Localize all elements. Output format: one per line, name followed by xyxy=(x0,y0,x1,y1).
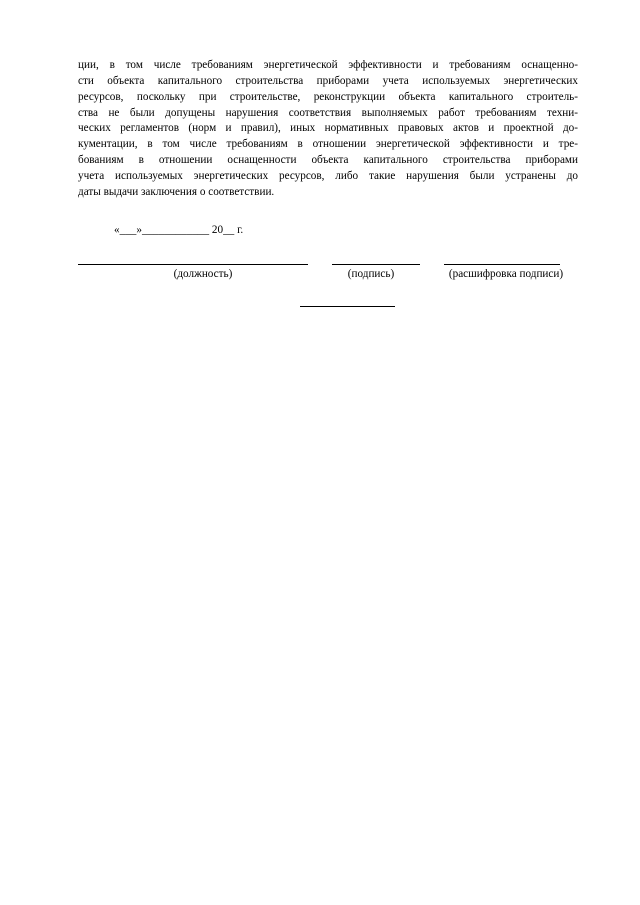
body-line: ции, в том числе требованиям энергетической эффективности и требованиям оснащенно- xyxy=(78,59,578,71)
body-line: ресурсов, поскольку при строительстве, реконструкции объекта капитального строитель- xyxy=(78,90,578,103)
signature-decode-caption: (расшифровка подписи) xyxy=(448,268,564,280)
body-line: учета используемых энергетических ресурсов, либо такие нарушения были устранены до xyxy=(78,169,578,182)
signature-caption: (подпись) xyxy=(347,268,395,280)
body-line: ства не были допущены нарушения соответствия выполняемых работ требованиям техни- xyxy=(78,106,578,119)
body-line: бованиям в отношении оснащенности объекта капитального строительства приборами xyxy=(78,154,578,167)
date-line: «___»____________ 20__ г. xyxy=(114,224,244,236)
body-line: ческих регламентов (норм и правил), иных нормативных правовых актов и проектной до- xyxy=(78,122,578,135)
signature-decode-rule xyxy=(444,264,560,265)
body-paragraph xyxy=(78,58,578,201)
footnote-separator xyxy=(300,306,395,307)
signature-rule xyxy=(332,264,420,265)
body-line: кументации, в том числе требованиям в отношении энергетической эффективности и тре- xyxy=(78,138,578,151)
body-line: сти объекта капитального строительства приборами учета используемых энергетических xyxy=(78,74,578,87)
body-line: даты выдачи заключения о соответствии. xyxy=(78,185,275,198)
position-signature-rule xyxy=(78,264,308,265)
position-caption: (должность) xyxy=(173,268,233,280)
